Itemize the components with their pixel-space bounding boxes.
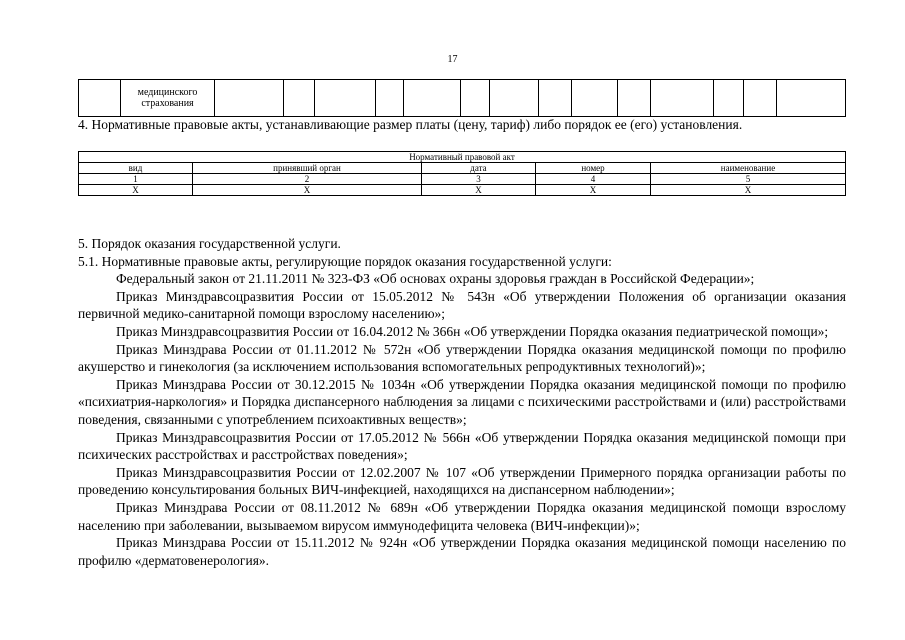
table-cell [284,80,315,117]
table-cell [744,80,777,117]
table-cell: Х [651,185,846,196]
act-paragraph: Федеральный закон от 21.11.2011 № 323-ФЗ «Об основах охраны здоровья граждан в Российской Федерации»; [116,271,755,287]
table-cell [651,80,714,117]
column-header: номер [536,163,651,174]
table-cell [315,80,376,117]
table-cell [490,80,539,117]
table-cell [215,80,284,117]
table-cell: 1 [79,174,193,185]
table-cell [79,80,121,117]
act-paragraph: Приказ Минздрава России от 30.12.2015 № 1034н «Об утверждении Порядка оказания медицинской помощи по профилю «психиатрия-наркология» и Порядка диспансерного наблюдения за лицами с психическими расстройствами и (или) расстройствами поведения, связанными с употреблением психоактивных веществ»; [78,376,846,427]
column-header: дата [422,163,536,174]
table-cell: 2 [193,174,422,185]
table-cell [461,80,490,117]
act-paragraph: Приказ Минздравсоцразвития России от 12.02.2007 № 107 «Об утверждении Примерного порядка организации работы по проведению консультирования больных ВИЧ-инфекцией, находящихся на диспансерном наблюдении»; [78,464,846,498]
section-5-heading: 5. Порядок оказания государственной услуги. [78,236,341,251]
table-cell: Х [79,185,193,196]
previous-section-table-fragment [78,79,846,117]
table-cell: Х [193,185,422,196]
column-header: вид [79,163,193,174]
section-5-1-heading: 5.1. Нормативные правовые акты, регулирующие порядок оказания государственной услуги: [78,253,612,269]
table-cell [572,80,618,117]
column-header: принявший орган [193,163,422,174]
table-row [79,185,846,196]
table-cell [376,80,404,117]
section-5-body [78,235,846,569]
act-paragraph: Приказ Минздрава России от 15.11.2012 № 924н «Об утверждении Порядка оказания медицинской помощи населению по профилю «дерматовенерология». [78,535,846,568]
table-cell: 4 [536,174,651,185]
table-row [79,174,846,185]
table-cell [777,80,846,117]
act-paragraph: Приказ Минздравсоцразвития России от 15.05.2012 № 543н «Об утверждении Положения об организации оказания первичной медико-санитарной помощи взрослому населению»; [78,288,846,322]
table-cell: 3 [422,174,536,185]
cell-text-line: медицинского [137,87,198,98]
normative-act-table [78,151,846,196]
section-4-heading: 4. Нормативные правовые акты, устанавливающие размер платы (цену, тариф) либо порядок ее (его) установления. [78,117,743,132]
column-header: наименование [651,163,846,174]
table-cell [539,80,572,117]
table-cell [404,80,461,117]
act-paragraph: Приказ Минздравсоцразвития России от 17.05.2012 № 566н «Об утверждении Порядка оказания медицинской помощи при психических расстройствах и расстройствах поведения»; [78,429,846,463]
table-cell [618,80,651,117]
table-cell-label [121,80,215,117]
act-paragraph: Приказ Минздравсоцразвития России от 16.04.2012 № 366н «Об утверждении Порядка оказания педиатрической помощи»; [116,323,829,339]
cell-text-line: страхования [141,98,194,109]
table-cell: Х [536,185,651,196]
table-column-headers [79,163,846,174]
table-header: Нормативный правовой акт [79,152,846,163]
act-paragraph: Приказ Минздрава России от 08.11.2012 № 689н «Об утверждении Порядка оказания медицинской помощи взрослому населению при заболевании, вызываемом вирусом иммунодефицита человека (ВИЧ-инфекции)»; [78,499,846,533]
table-cell: 5 [651,174,846,185]
page-number: 17 [447,54,458,65]
table-cell: Х [422,185,536,196]
table-cell [714,80,744,117]
act-paragraph: Приказ Минздрава России от 01.11.2012 № 572н «Об утверждении Порядка оказания медицинской помощи по профилю акушерство и гинекология (за исключением использования вспомогательных репродуктивных технологий)»; [78,341,846,375]
